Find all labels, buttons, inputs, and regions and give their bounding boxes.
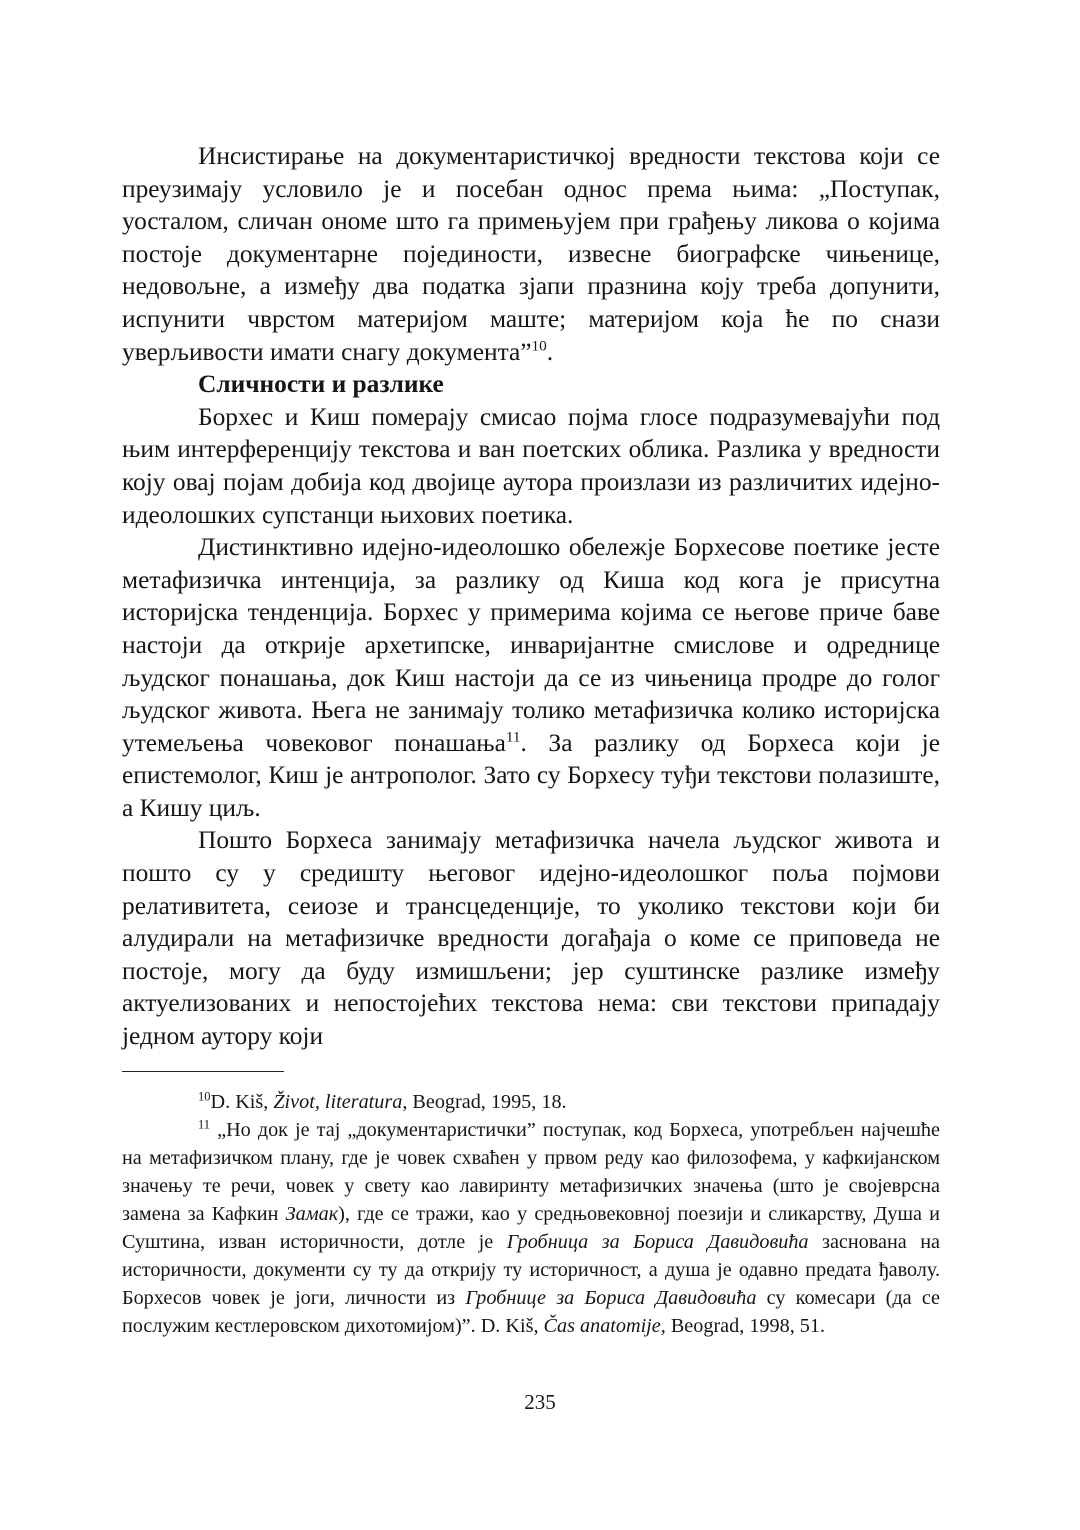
section-heading: Сличности и разлике <box>198 370 444 399</box>
cited-title: Čas anatomije, <box>543 1314 666 1337</box>
cited-title: Гробница за Бориса Давидовића <box>506 1230 809 1253</box>
page-number: 235 <box>524 1390 556 1414</box>
footnote-divider <box>122 1071 284 1072</box>
cited-title: Гробнице за Бориса Давидовића <box>465 1286 757 1309</box>
paragraph-1-text: Инсистирање на документаристичкој вредности текстова који се преузимају условило је и посебан однос према њима: „Поступак, уосталом, сличан ономе што га примењујем при грађењу ликова о којима постоје документарне појединости, извесне биографске чињенице, недовољне, а између два податка зјапи празнина коју треба допунити, испунити чврстом материјом маште; материјом која ће по снази уверљивости имати снагу документа” <box>122 142 940 366</box>
footnote-number: 11 <box>198 1116 211 1131</box>
footnote-10: $^{10}$D. Kiš, Život, literatura, Beograd, 1995, 18. <box>198 1088 567 1113</box>
paragraph-3: Дистинктивно идејно-идеолошко обележје Борхесове поетике јесте метафизичка интенција, за разлику од Киша код кога је присутна историјска тенденција. Борхес у примерима којима се његове приче баве настоји да открије архетипске, инваријантне смислове и одреднице људског понашања, док Киш настоји да се из чињеница продре до голог људског живота. Њега не занимају толико метафизичка колико историјска утемељења човековог понашања$^{11}$. За разлику од Борхеса који је епистемолог, Киш је антрополог. Зато су Борхесу туђи текстови полазиште, а Кишу циљ. <box>122 533 940 822</box>
footnote-ref-10: 10 <box>531 337 547 355</box>
footnote-11: $^{11}$ „Но док је тај „документаристички” поступак, код Борхеса, употребљен најчешће на метафизичком плану, где је човек схваћен у првом реду као филозофема, у кафкијанском значењу те речи, човек у свету као лавиринту метафизичких значења (што је својеврсна замена за Кафкин Замак), где се тражи, као у средњовековној поезији и сликарству, Душа и Суштина, изван историчности, дотле је Гробница за Бориса Давидовића заснована на историчности, документи су ту да открију ту историчност, а душа је одавно предата ђаволу. Борхесов човек је јоги, личности из Гробнице за Бориса Давидовића су комесари (да се послужим кестлеровском дихотомијом)”. D. Kiš, Čas anatomije, Beograd, 1998, 51. <box>122 1116 941 1337</box>
paragraph-4: Пошто Борхеса занимају метафизичка начела људског живота и пошто су у средишту његовог идејно-идеолошког поља појмови релативитета, сеиозе и трансцеденције, то уколико текстови који би алудирали на метафизичке вредности догађаја о коме се приповеда не постоје, могу да буду измишљени; јер суштинске разлике између актуелизованих и непостојећих текстова нема: сви текстови припадају једном аутору који <box>122 826 940 1051</box>
paragraph-2: Борхес и Киш померају смисао појма глосе подразумевајући под њим интерференцију текстова и ван поетских облика. Разлика у вредности коју овај појам добија код двојице аутора произлази из различитих идејно-идеолошких супстанци њихових поетика. <box>122 402 940 529</box>
paragraph-1: Инсистирање на документаристичкој вредности текстова који се преузимају условило је и посебан однос према њима: „Поступак, уосталом, сличан ономе што га примењујем при грађењу ликова о којима постоје документарне појединости, извесне биографске чињенице, недовољне, а између два податка зјапи празнина коју треба допунити, испунити чврстом материјом маште; материјом која ће по снази уверљивости имати снагу документа”$^{10}$. <box>122 142 940 366</box>
page-body <box>122 140 940 1340</box>
footnote-ref-11: 11 <box>505 728 521 746</box>
cited-title: Замак <box>285 1202 339 1225</box>
cited-title: Život, literatura <box>273 1090 403 1113</box>
footnote-number: 10 <box>198 1088 211 1103</box>
